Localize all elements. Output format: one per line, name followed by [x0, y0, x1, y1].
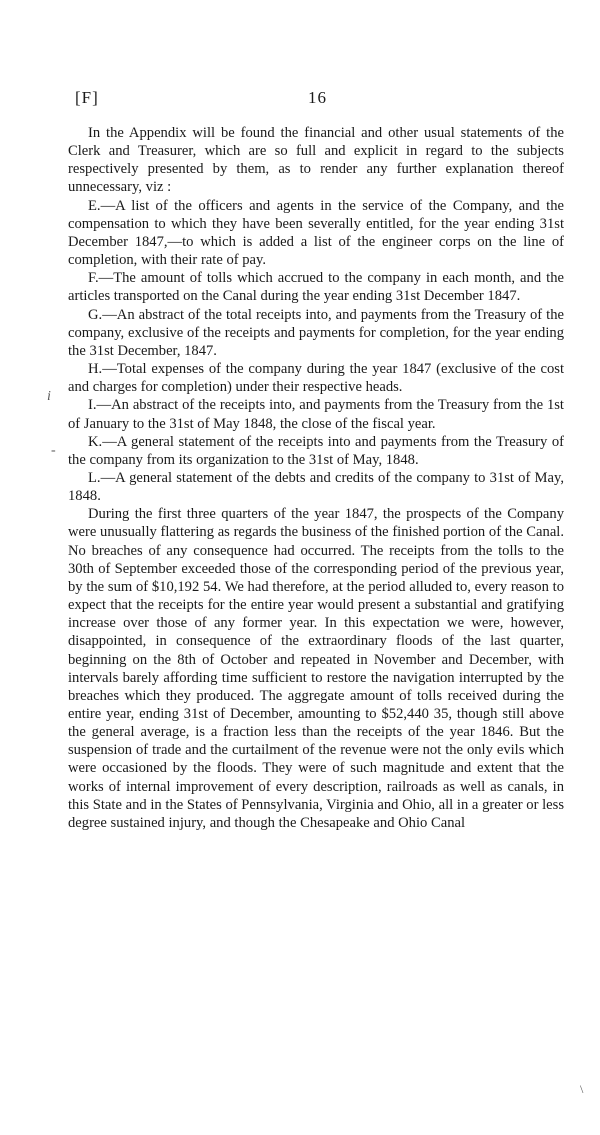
- margin-mark-tick: \: [580, 1082, 584, 1096]
- paragraph-prospects-1847: During the first three quarters of the year 1847, the prospects of the Company were unusually flattering as regards the business of the finished portion of the Canal. No breaches of any consequence had occurred. The receipts from the tolls to the 30th of September exceeded those of the corresponding period of the previous year, by the sum of $10,192 54. We had therefore, at the period alluded to, every reason to expect that the receipts for the entire year would present a substantial and gratifying increase over those of any former year. In this expectation we were, however, disappointed, in consequence of the extraordinary floods of the last quarter, beginning on the 8th of October and repeated in November and December, with intervals barely affording time sufficient to restore the navigation interrupted by the breaches which they produced. The aggregate amount of tolls received during the entire year, ending 31st of December, amounting to $52,440 35, though still above the general average, is a fraction less than the receipts of the year 1846. But the suspension of trade and the curtailment of the revenue were not the only evils which were occasioned by the floods. They were of such magnitude and extent that the works of internal improvement of every description, railroads as well as canals, in this State and in the States of Pennsylvania, Virginia and Ohio, all in a greater or less degree sustained injury, and though the Chesapeake and Ohio Canal: [68, 506, 564, 831]
- paragraph-item-f: F.—The amount of tolls which accrued to the company in each month, and the articles transported on the Canal during the year ending 31st December 1847.: [68, 270, 564, 305]
- paragraph-item-e: E.—A list of the officers and agents in the service of the Company, and the compensation to which they have been severally entitled, for the year ending 31st December 1847,—to which is added a list of the engineer corps on the line of completion, with their rate of pay.: [68, 197, 564, 269]
- margin-mark-i: i: [47, 389, 51, 404]
- page-number: 16: [308, 88, 327, 107]
- paragraph-item-i: I.—An abstract of the receipts into, and payments from the Treasury from the 1st of January to the 31st of May 1848, the close of the fiscal year.: [68, 397, 564, 432]
- paragraph-appendix-intro: In the Appendix will be found the financial and other usual statements of the Clerk and Treasurer, which are so full and explicit in regard to the subjects respectively presented by them, as to render any further explanation thereof unnecessary, viz :: [68, 125, 564, 196]
- paragraph-item-g: G.—An abstract of the total receipts into, and payments from the Treasury of the company, exclusive of the receipts and payments for completion, for the year ending the 31st December, 1847.: [68, 306, 564, 359]
- section-label: [F]: [75, 88, 99, 107]
- paragraph-item-h: H.—Total expenses of the company during the year 1847 (exclusive of the cost and charges for completion) under their respective heads.: [68, 361, 564, 396]
- margin-mark-dash: -: [51, 443, 56, 458]
- paragraph-item-l: L.—A general statement of the debts and credits of the company to 31st of May, 1848.: [68, 469, 564, 505]
- paragraph-item-k: K.—A general statement of the receipts into and payments from the Treasury of the company from its organization to the 31st of May, 1848.: [68, 433, 564, 468]
- body-text: [68, 124, 564, 832]
